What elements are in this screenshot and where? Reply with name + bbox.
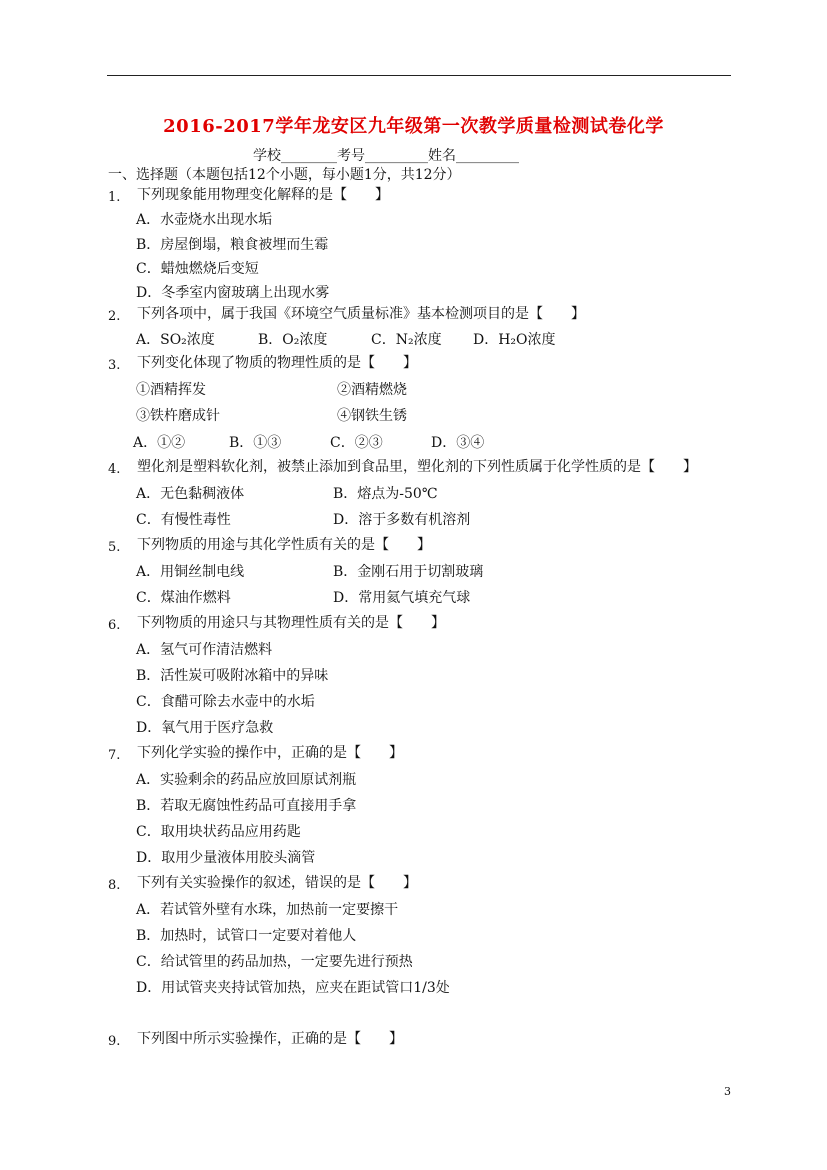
question-option: A．无色黏稠液体 — [136, 486, 245, 502]
question-stem: 下列化学实验的操作中，正确的是【 】 — [137, 745, 403, 761]
question-option: A．实验剩余的药品应放回原试剂瓶 — [136, 772, 357, 788]
question-item: ④钢铁生锈 — [337, 408, 407, 424]
question-item: ②酒精燃烧 — [337, 382, 407, 398]
question-stem: 下列物质的用途只与其物理性质有关的是【 】 — [137, 615, 445, 631]
question-option: A．SO₂浓度 — [136, 332, 215, 348]
question-item: ③铁杵磨成针 — [136, 408, 220, 424]
question-number: 6. — [108, 618, 121, 633]
question-option: A．①② — [133, 435, 186, 451]
question-option: D．H₂O浓度 — [473, 332, 556, 348]
question-option: C．取用块状药品应用药匙 — [136, 824, 301, 840]
question-stem: 下列物质的用途与其化学性质有关的是【 】 — [137, 537, 431, 553]
question-option: D．常用氦气填充气球 — [333, 590, 471, 606]
question-option: B．房屋倒塌，粮食被埋而生霉 — [136, 237, 329, 253]
question-item: ①酒精挥发 — [136, 382, 206, 398]
question-option: A．氢气可作清洁燃料 — [136, 642, 273, 658]
question-option: C．食醋可除去水壶中的水垢 — [136, 694, 315, 710]
question-stem: 下列现象能用物理变化解释的是【 】 — [137, 187, 389, 203]
student-info-line: 学校________考号_________姓名_________ — [253, 148, 519, 164]
question-option: C．给试管里的药品加热，一定要先进行预热 — [136, 954, 413, 970]
question-option: B．O₂浓度 — [258, 332, 328, 348]
question-stem: 下列变化体现了物质的物理性质的是【 】 — [137, 355, 417, 371]
question-stem: 下列有关实验操作的叙述，错误的是【 】 — [137, 875, 417, 891]
page-title: 2016-2017学年龙安区九年级第一次教学质量检测试卷化学 — [163, 116, 664, 137]
question-option: A．用铜丝制电线 — [136, 564, 245, 580]
header-rule — [107, 75, 731, 76]
question-number: 3. — [108, 358, 121, 373]
question-option: C．②③ — [330, 435, 383, 451]
question-option: D．取用少量液体用胶头滴管 — [136, 850, 316, 866]
question-stem: 塑化剂是塑料软化剂，被禁止添加到食品里，塑化剂的下列性质属于化学性质的是【 】 — [137, 459, 697, 475]
question-option: B．①③ — [229, 435, 282, 451]
question-option: C．有慢性毒性 — [136, 512, 231, 528]
question-number: 7. — [108, 748, 121, 763]
question-option: D．冬季室内窗玻璃上出现水雾 — [136, 285, 330, 301]
question-number: 4. — [108, 462, 121, 477]
section-heading: 一、选择题（本题包括12个小题，每小题1分，共12分） — [108, 167, 461, 183]
question-number: 2. — [108, 309, 121, 324]
question-number: 8. — [108, 878, 121, 893]
question-option: D．氧气用于医疗急救 — [136, 720, 274, 736]
question-option: B．活性炭可吸附冰箱中的异味 — [136, 668, 329, 684]
question-option: B．熔点为-50℃ — [333, 486, 438, 502]
question-option: A．若试管外壁有水珠，加热前一定要擦干 — [136, 902, 399, 918]
question-option: C．蜡烛燃烧后变短 — [136, 261, 259, 277]
question-option: D．③④ — [431, 435, 485, 451]
question-option: C．N₂浓度 — [371, 332, 442, 348]
question-option: A．水壶烧水出现水垢 — [136, 212, 273, 228]
question-option: B．加热时，试管口一定要对着他人 — [136, 928, 357, 944]
page-number: 3 — [724, 1085, 731, 1098]
question-option: B．若取无腐蚀性药品可直接用手拿 — [136, 798, 357, 814]
question-stem: 下列图中所示实验操作，正确的是【 】 — [137, 1031, 403, 1047]
question-option: C．煤油作燃料 — [136, 590, 231, 606]
question-number: 5. — [108, 540, 121, 555]
question-option: D．溶于多数有机溶剂 — [333, 512, 471, 528]
question-stem: 下列各项中，属于我国《环境空气质量标准》基本检测项目的是【 】 — [137, 306, 585, 322]
question-option: D．用试管夹夹持试管加热，应夹在距试管口1/3处 — [136, 980, 450, 996]
question-number: 1. — [108, 190, 121, 205]
question-number: 9. — [108, 1034, 121, 1049]
question-option: B．金刚石用于切割玻璃 — [333, 564, 484, 580]
